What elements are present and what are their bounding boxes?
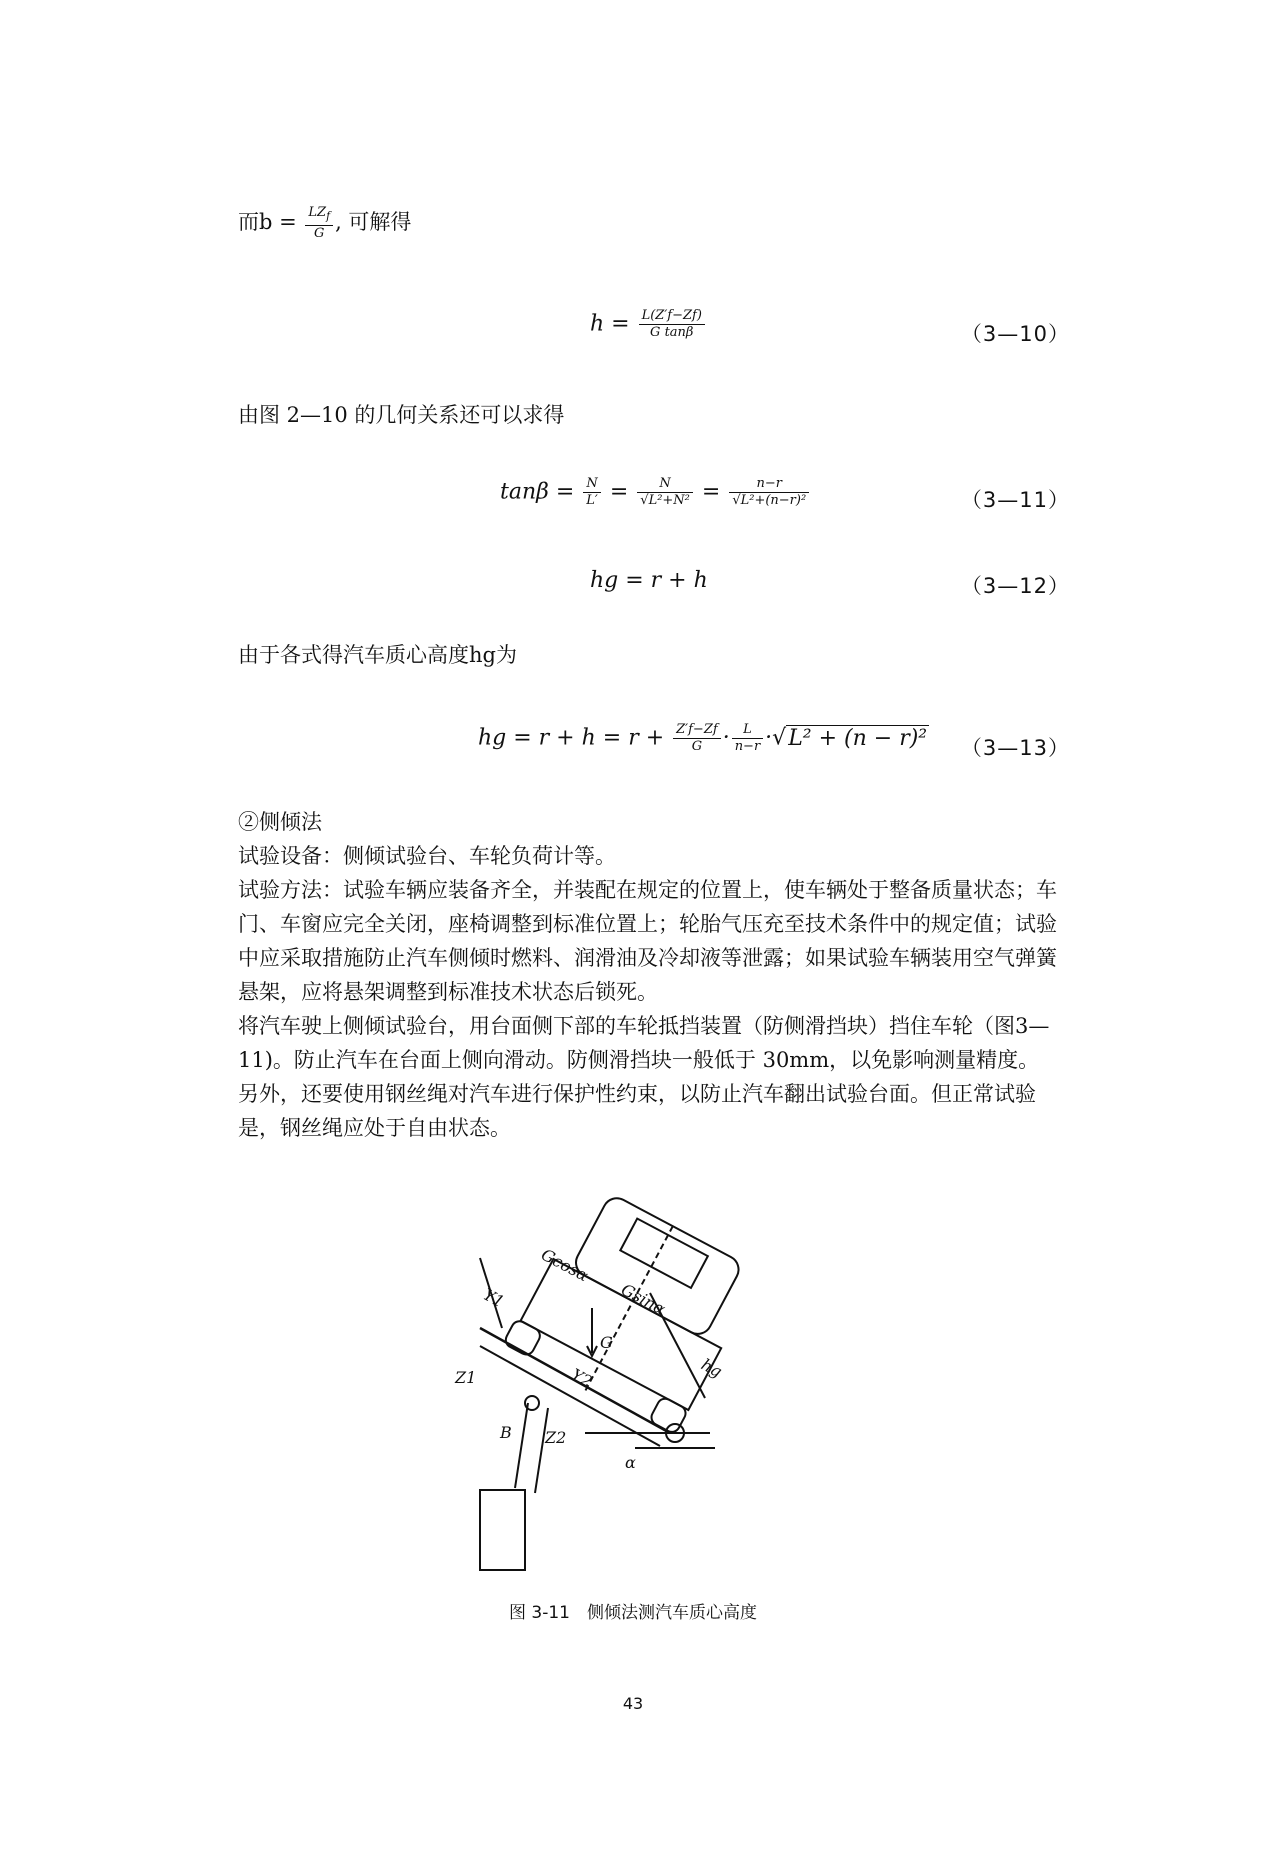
label-g: G [600,1333,613,1352]
equation-3-11: tanβ = $\frac{N}{L'}$ = $\frac{N}{\text{√L²+N²}}$ = $\frac{n-r}{\text{√L²+(n−r)²}}$ [500,476,811,509]
eq-3-13-f2-num: L [732,722,763,739]
eq-number-3-13: （3—13） [960,736,1070,760]
label-z2: Z2 [545,1428,567,1447]
eq-3-13-f1-num: Z′f−Zf [673,722,721,739]
lift-arm-left [515,1403,528,1488]
text-line-2: 由图 2—10 的几何关系还可以求得 [238,403,565,427]
eq-3-13-lhs: hg = r + h = r + [478,725,672,751]
label-b: B [500,1423,512,1442]
eq-3-11-f3-num: n−r [729,476,809,493]
intro-frac-num: LZ [308,205,327,220]
eq-3-11-f3-den: √L²+(n−r)² [732,493,807,508]
figure-caption: 图 3-11 侧倾法测汽车质心高度 [509,1603,757,1623]
equipment-paragraph: 试验设备：侧倾试验台、车轮负荷计等。 [238,844,616,868]
eq-3-13-root: L² + (n − r)² [788,725,928,751]
equation-3-13: hg = r + h = r + $\frac{Z'f-Zf}{G}$ · $\frac{L}{n-r}$ ·√L² + (n − r)² [478,722,928,754]
label-gcos: Gcosα [538,1244,592,1286]
label-z1: Z1 [455,1368,477,1387]
lift-cylinder [480,1490,525,1570]
text-line-3: 由于各式得汽车质心高度hg为 [238,643,517,667]
tilt-test-figure [455,1198,800,1578]
label-gsin: Gsinα [618,1279,669,1319]
eq-number-3-11: （3—11） [960,488,1070,512]
eq-number-3-12: （3—12） [960,574,1070,598]
intro-suffix: , 可解得 [335,209,412,234]
procedure-paragraph: 将汽车驶上侧倾试验台，用台面侧下部的车轮抵挡装置（防侧滑挡块）挡住车轮（图3—11)。防止汽车在台面上侧向滑动。防侧滑挡块一般低于 30mm，以免影响测量精度。另外，还要使用钢丝绳对汽车进行保护性约束，以防止汽车翻出试验台面。但正常试验是，钢丝绳应处于自由状态。 [238,1014,1050,1140]
label-y1: Y1 [480,1284,508,1312]
page-number: 43 [622,1694,644,1713]
eq-3-11-f2-num: N [637,476,693,493]
eq-3-10-num: L(Z′f−Zf) [639,308,705,325]
eq-3-13-f1-den: G [691,739,703,754]
eq-number-3-10: （3—10） [960,322,1070,346]
intro-frac-den: G [314,225,325,241]
method-paragraph: 试验方法：试验车辆应装备齐全，并装配在规定的位置上，使车辆处于整备质量状态；车门、车窗应完全关闭，座椅调整到标准位置上；轮胎气压充至技术条件中的规定值；试验中应采取措施防止汽车侧倾时燃料、润滑油及冷却液等泄露；如果试验车辆装用空气弹簧悬架，应将悬架调整到标准技术状态后锁死。 [238,878,1057,1004]
eq-3-11-f1-num: N [583,476,601,493]
section-title: ②侧倾法 [238,810,322,834]
equation-3-10 [590,308,707,341]
intro-line [238,205,411,242]
label-y2: Y2 [568,1364,596,1392]
body-paragraphs [238,805,1058,1145]
label-alpha: α [625,1453,636,1472]
label-hg: hg [698,1354,726,1382]
eq-3-11-lhs: tanβ = [500,479,582,505]
lift-arm-right [535,1408,548,1493]
eq-3-11-f2-den: √L²+N² [640,493,690,508]
eq-3-13-f2-den: n−r [734,739,761,754]
intro-fraction [305,205,333,242]
eq-3-10-lhs: h = [590,311,637,337]
eq-3-11-f1-den: L′ [586,493,598,508]
intro-frac-sub: f [326,209,331,223]
equation-3-12: hg = r + h [590,568,708,593]
eq-3-10-den: G tanβ [650,325,694,340]
intro-prefix: 而b = [238,209,304,234]
